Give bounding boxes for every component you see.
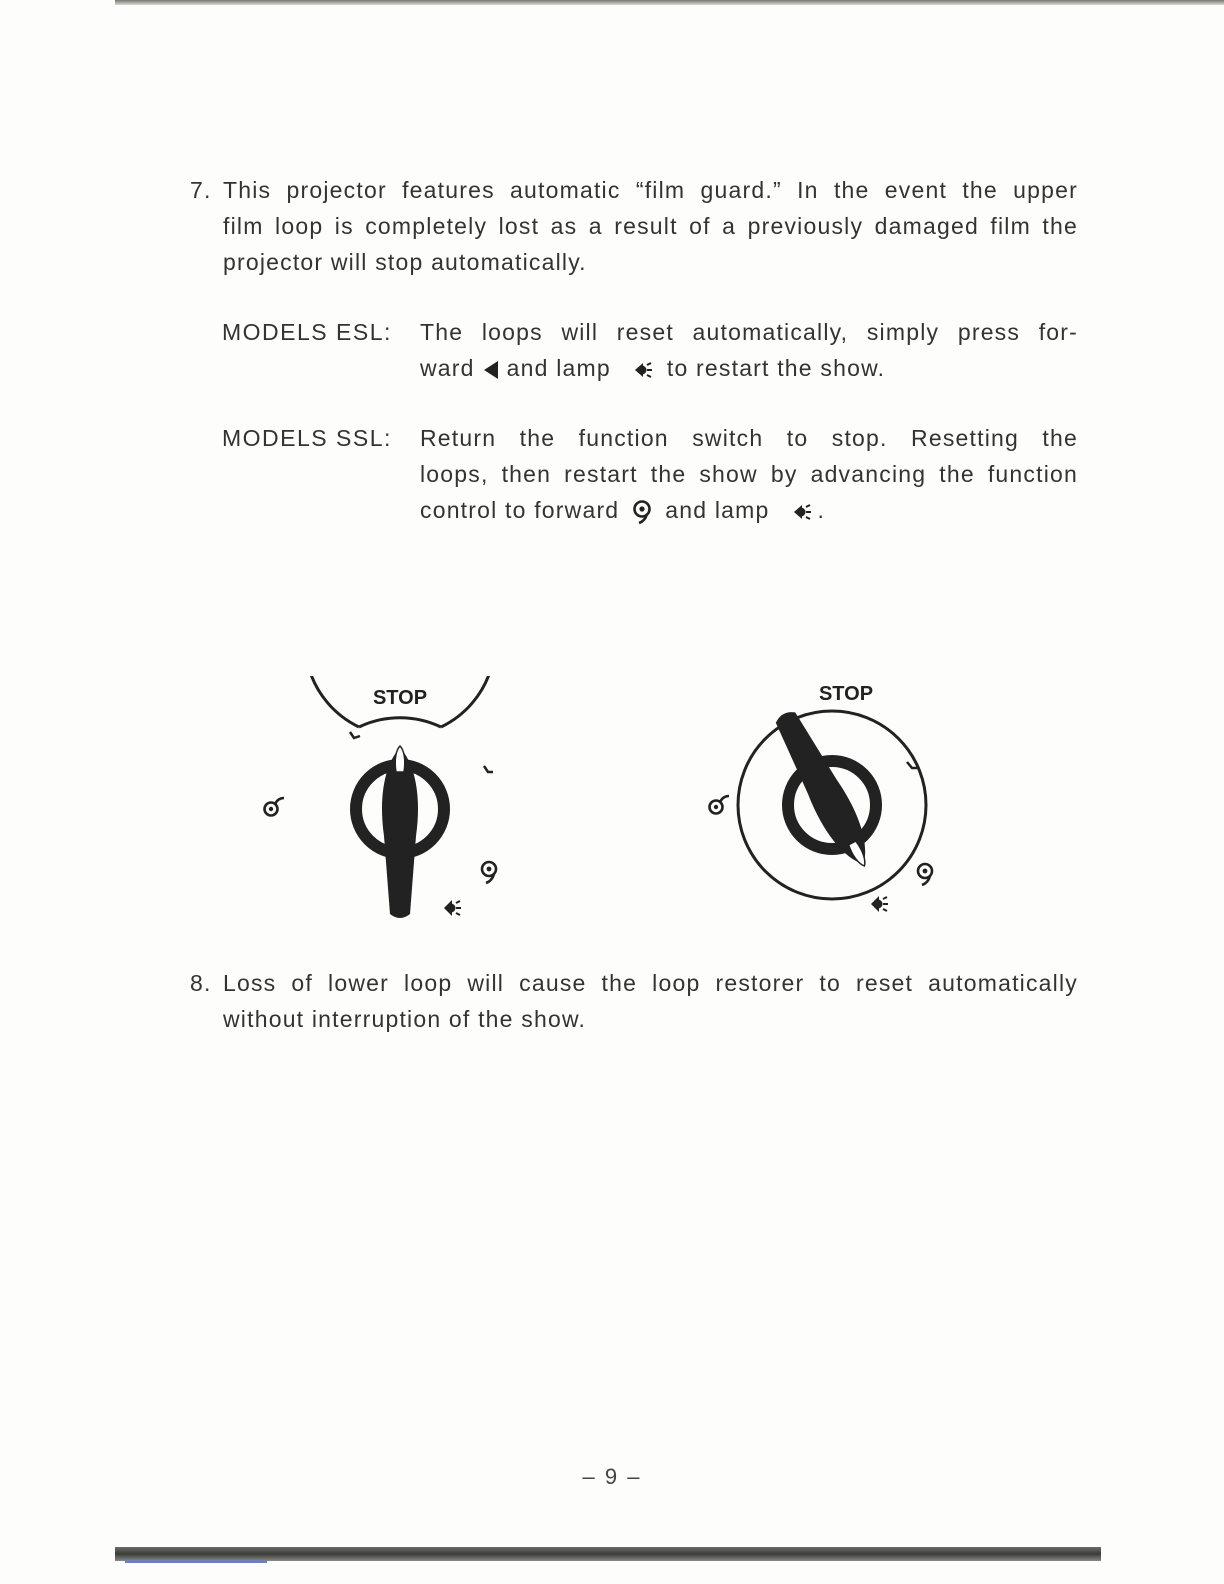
scan-bottom-marker	[125, 1560, 267, 1563]
model-ssl-line-3-c: .	[817, 497, 826, 523]
model-ssl-line-1: Return the function switch to stop. Resetting the	[420, 425, 1078, 451]
item-8-line-1: Loss of lower loop will cause the loop restorer to reset automatically	[223, 970, 1078, 996]
function-dial-2	[695, 672, 995, 932]
forward-reel-icon	[631, 499, 653, 525]
model-ssl-line-2: loops, then restart the show by advancing the function	[420, 461, 1078, 487]
lamp-icon	[627, 359, 653, 381]
model-esl-line-2	[420, 350, 1078, 386]
model-esl-line-2-c: to restart the show.	[666, 355, 886, 381]
item-7-number: 7.	[190, 177, 212, 203]
dial-2-stop-label: STOP	[818, 683, 874, 705]
forward-reel-icon	[482, 862, 496, 883]
model-ssl-line-3-a: control to forward	[420, 497, 620, 523]
model-ssl-line-3	[420, 492, 1078, 528]
function-dial-1	[250, 676, 550, 936]
item-7-line-1: This projector features automatic “film guard.” In the event the upper	[223, 177, 1078, 203]
item-8-line-2: without interruption of the show.	[223, 1006, 587, 1032]
model-esl-line-1: The loops will reset automatically, simply press for-	[420, 319, 1078, 345]
item-8-body	[223, 965, 1078, 1037]
forward-reel-icon	[918, 864, 932, 885]
model-ssl-line-3-b: and lamp	[665, 497, 770, 523]
page-number: – 9 –	[582, 1464, 642, 1489]
dial-1-stop-label: STOP	[372, 687, 428, 709]
scan-bottom-edge	[115, 1547, 1101, 1561]
model-esl-desc	[420, 314, 1078, 386]
item-8-number: 8.	[190, 970, 212, 996]
dial-1-knob	[382, 748, 418, 918]
lamp-icon	[871, 896, 888, 912]
triangle-left-icon	[481, 359, 501, 381]
model-ssl	[222, 420, 1078, 528]
reverse-reel-icon	[265, 798, 285, 816]
item-7-body	[223, 172, 1078, 280]
model-esl-line-2-a: ward	[420, 355, 475, 381]
reverse-reel-icon	[710, 796, 730, 814]
model-esl-line-2-b: and lamp	[506, 355, 611, 381]
item-7-line-3: projector will stop automatically.	[223, 249, 587, 275]
scan-top-edge	[115, 0, 1224, 5]
item-7-line-2: film loop is completely lost as a result of a previously damaged film the	[223, 213, 1078, 239]
model-esl-label: MODELS ESL:	[222, 319, 392, 345]
lamp-icon	[444, 900, 461, 916]
model-ssl-label: MODELS SSL:	[222, 425, 392, 451]
model-esl	[222, 314, 1078, 386]
item-8	[190, 965, 1078, 1037]
lamp-icon	[786, 501, 812, 523]
model-ssl-desc	[420, 420, 1078, 528]
item-7	[190, 172, 1078, 280]
